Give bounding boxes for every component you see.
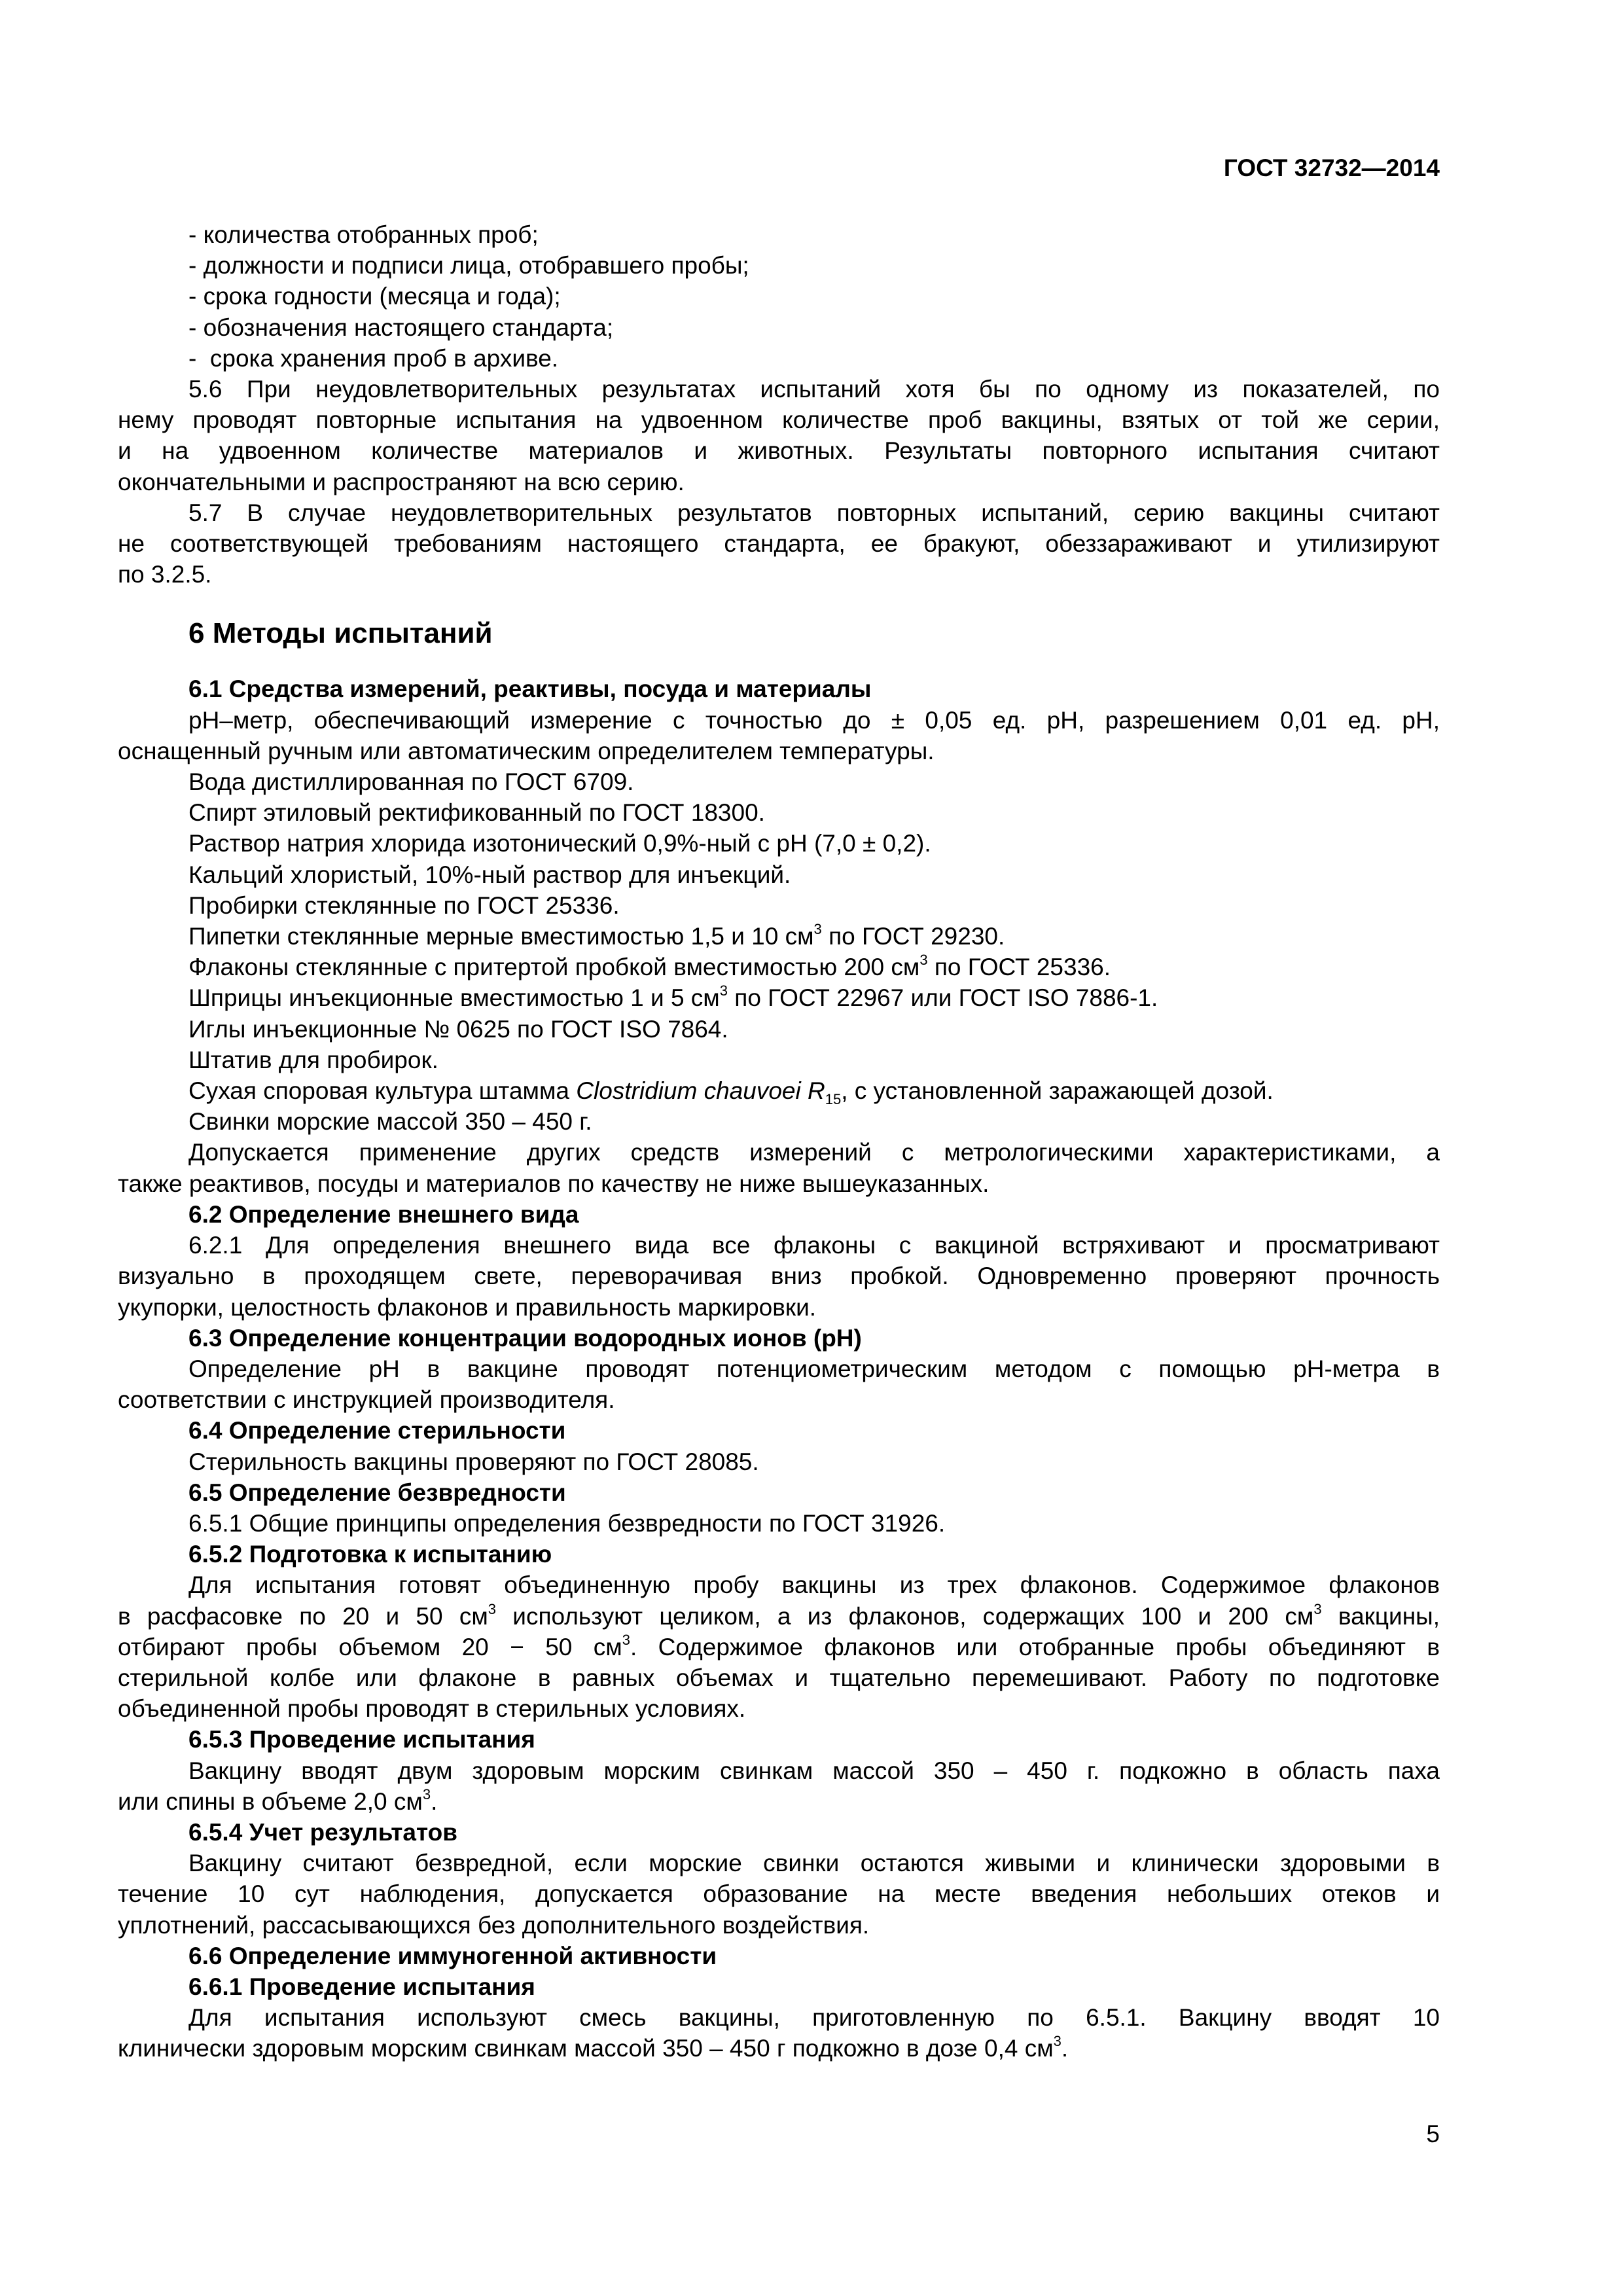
subsection-6-5-3 (118, 1724, 1440, 1817)
subsection-heading: 6.5 Определение безвредности (188, 1479, 566, 1506)
text-run: , с установленной заражающей дозой. (841, 1077, 1274, 1105)
superscript: 3 (1053, 2033, 1061, 2050)
material-item: Раствор натрия хлорида изотонический 0,9%-ный с рН (7,0 ± 0,2). (188, 830, 931, 857)
paragraph-line (118, 1632, 1440, 1662)
material-item: Штатив для пробирок. (188, 1046, 438, 1073)
paragraph-5-6 (118, 374, 1440, 497)
text-run: клинически здоровым морским свинкам массой 350 – 450 г подкожно в дозе 0,4 см (118, 2035, 1054, 2062)
material-item: Спирт этиловый ректификованный по ГОСТ 18300. (188, 799, 765, 827)
paragraph-line: уплотнений, рассасывающихся без дополнительного воздействия. (118, 1911, 870, 1939)
text-run: . Содержимое флаконов или отобранные пробы объединяют в (630, 1633, 1440, 1660)
subsection-6-5-4 (118, 1817, 1440, 1941)
subsection-6-4 (118, 1415, 1440, 1477)
paragraph-line: течение 10 сут наблюдения, допускается образование на месте введения небольших отеков и (118, 1880, 1440, 1908)
material-item: Вода дистиллированная по ГОСТ 6709. (188, 768, 634, 796)
text-run: или спины в объеме 2,0 см (118, 1787, 423, 1815)
paragraph-line: объединенной пробы проводят в стерильных условиях. (118, 1695, 746, 1723)
material-item: Иглы инъекционные № 0625 по ГОСТ ISO 7864. (188, 1015, 728, 1043)
standard-designation: ГОСТ 32732—2014 (1223, 154, 1440, 181)
paragraph-line: 5.6 При неудовлетворительных результатах испытаний хотя бы по одному из показателей, по (188, 376, 1440, 403)
subsection-6-6 (118, 1941, 1440, 1971)
text-run: Пипетки стеклянные мерные вместимостью 1,5 и 10 см (188, 923, 814, 950)
subsection-6-6-1 (118, 1971, 1440, 2064)
paragraph-line: рН–метр, обеспечивающий измерение с точностью до ± 0,05 ед. рН, разрешением 0,01 ед. рН, (188, 706, 1440, 734)
paragraph-line: по 3.2.5. (118, 561, 212, 588)
subsection-heading: 6.2 Определение внешнего вида (188, 1200, 579, 1228)
section-6-heading: 6 Методы испытаний (188, 617, 493, 650)
superscript: 3 (813, 921, 822, 938)
text-run: . (431, 1787, 438, 1815)
text-run: по ГОСТ 29230. (821, 923, 1005, 950)
subsection-heading: 6.6.1 Проведение испытания (188, 1973, 535, 2000)
list-item: - обозначения настоящего стандарта; (188, 314, 614, 341)
strain-name: Clostridium chauvoei R (576, 1077, 825, 1105)
paragraph-line: 6.5.1 Общие принципы определения безвредности по ГОСТ 31926. (188, 1509, 946, 1537)
text-run: Сухая споровая культура штамма (188, 1077, 577, 1105)
paragraph-line: Определение рН в вакцине проводят потенциометрическим методом с помощью рН-метра в (188, 1355, 1440, 1382)
text-run: по ГОСТ 25336. (927, 954, 1111, 981)
page-number: 5 (1426, 2121, 1440, 2147)
paragraph-line: также реактивов, посуды и материалов по качеству не ниже вышеуказанных. (118, 1170, 990, 1197)
paragraph-line: не соответствующей требованиям настоящего стандарта, ее бракуют, обеззараживают и утилизируют (118, 530, 1440, 558)
list-item: - срока хранения проб в архиве. (188, 344, 559, 372)
paragraph-line: Стерильность вакцины проверяют по ГОСТ 28085. (188, 1448, 759, 1475)
paragraph-line (118, 1786, 1440, 1817)
material-item (118, 921, 1440, 952)
text-run: по ГОСТ 22967 или ГОСТ ISO 7886-1. (728, 984, 1158, 1012)
superscript: 3 (719, 982, 728, 999)
subsection-heading: 6.5.3 Проведение испытания (188, 1726, 535, 1753)
superscript: 3 (919, 952, 928, 969)
paragraph-line: окончательными и распространяют на всю серию. (118, 468, 685, 495)
paragraph-line: 5.7 В случае неудовлетворительных результатов повторных испытаний, серию вакцины считают (188, 499, 1440, 526)
subsection-6-2 (118, 1199, 1440, 1323)
subsection-heading: 6.1 Средства измерений, реактивы, посуда и материалы (188, 675, 872, 703)
material-item (118, 952, 1440, 982)
text-run: . (1061, 2035, 1069, 2062)
page-body (118, 219, 1440, 2064)
paragraph-line: визуально в проходящем свете, переворачивая вниз пробкой. Одновременно проверяют прочность (118, 1263, 1440, 1290)
subsection-heading: 6.4 Определение стерильности (188, 1417, 566, 1444)
superscript: 3 (1313, 1600, 1322, 1617)
paragraph-line: Вакцину считают безвредной, если морские свинки остаются живыми и клинически здоровыми в (188, 1850, 1440, 1877)
subsection-6-5 (118, 1477, 1440, 1539)
paragraph-line: оснащенный ручным или автоматическим определителем температуры. (118, 737, 935, 764)
paragraph-line: Для испытания готовят объединенную пробу вакцины из трех флаконов. Содержимое флаконов (188, 1571, 1440, 1599)
material-item: Свинки морские массой 350 – 450 г. (188, 1108, 592, 1136)
text-run: вакцины, (1321, 1602, 1440, 1630)
list-item: - срока годности (месяца и года); (188, 283, 561, 310)
paragraph-line: укупорки, целостность флаконов и правильность маркировки. (118, 1293, 817, 1321)
paragraph-line: нему проводят повторные испытания на удвоенном количестве проб вакцины, взятых от той же серии, (118, 406, 1440, 434)
paragraph-line: и на удвоенном количестве материалов и животных. Результаты повторного испытания считают (118, 437, 1440, 465)
list-items (118, 219, 1440, 374)
list-item: - должности и подписи лица, отобравшего пробы; (188, 252, 749, 279)
paragraph-line: соответствии с инструкцией производителя. (118, 1386, 615, 1414)
paragraph-line: Для испытания используют смесь вакцины, приготовленную по 6.5.1. Вакцину вводят 10 (188, 2004, 1440, 2032)
subsection-6-3 (118, 1323, 1440, 1416)
superscript: 3 (422, 1785, 431, 1803)
paragraph-line (118, 1601, 1440, 1632)
subsection-6-5-2 (118, 1539, 1440, 1724)
list-item: - количества отобранных проб; (188, 221, 539, 248)
text-run: Флаконы стеклянные с притертой пробкой вместимостью 200 см (188, 954, 920, 981)
superscript: 3 (488, 1600, 497, 1617)
material-item (118, 1075, 1440, 1106)
paragraph-line: 6.2.1 Для определения внешнего вида все флаконы с вакциной встряхивают и просматривают (188, 1232, 1440, 1259)
subsection-6-1 (118, 673, 1440, 1198)
text-run: Шприцы инъекционные вместимостью 1 и 5 см (188, 984, 720, 1012)
material-item (118, 982, 1440, 1013)
superscript: 3 (622, 1631, 630, 1648)
subsection-heading: 6.3 Определение концентрации водородных ионов (рН) (188, 1324, 862, 1352)
text-run: используют целиком, а из флаконов, содержащих 100 и 200 см (496, 1602, 1314, 1630)
subscript: 15 (825, 1091, 842, 1108)
text-run: отбирают пробы объемом 20 − 50 см (118, 1633, 622, 1660)
subsection-heading: 6.6 Определение иммуногенной активности (188, 1942, 717, 1969)
paragraph-line: Допускается применение других средств измерений с метрологическими характеристиками, а (188, 1139, 1440, 1166)
material-item: Пробирки стеклянные по ГОСТ 25336. (188, 891, 620, 919)
subsection-heading: 6.5.4 Учет результатов (188, 1818, 457, 1846)
paragraph-line: стерильной колбе или флаконе в равных объемах и тщательно перемешивают. Работу по подготовке (118, 1664, 1440, 1691)
paragraph-line: Вакцину вводят двум здоровым морским свинкам массой 350 – 450 г. подкожно в область паха (188, 1757, 1440, 1784)
subsection-heading: 6.5.2 Подготовка к испытанию (188, 1541, 552, 1568)
paragraph-line (118, 2033, 1440, 2064)
paragraph-5-7 (118, 497, 1440, 590)
text-run: в расфасовке по 20 и 50 см (118, 1602, 488, 1630)
material-item: Кальций хлористый, 10%-ный раствор для инъекций. (188, 861, 791, 888)
